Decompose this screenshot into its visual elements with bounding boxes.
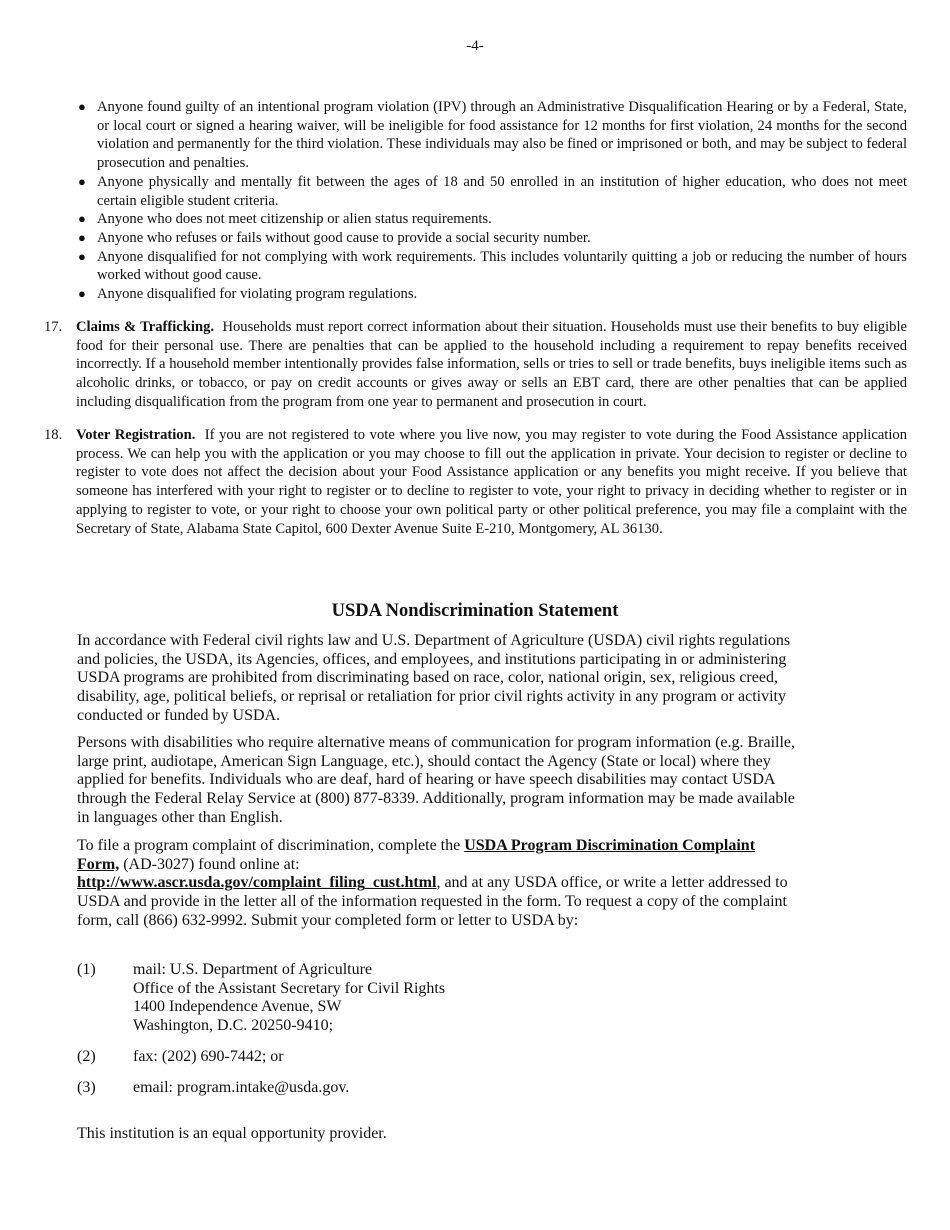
section-heading: Claims & Trafficking. (76, 319, 215, 335)
list-item: ● Anyone who refuses or fails without good cause to provide a social security number. (78, 229, 591, 246)
address-mail: (1) mail: U.S. Department of Agriculture Office of the Assistant Secretary for Civil Rights 1400 Independence Avenue, SW Washington, D.C. 20250-9410; (77, 961, 446, 1035)
list-item: ● Anyone found guilty of an intentional program violation (IPV) through an Administrative Disqualification Hearing or by a Federal, State, or local court or signed a hearing waiver, will be ineligible for food assistance for 12 months for first violation, 24 months for the second violation and permanently for the third violation. These individuals may also be fined or imprisoned or both, and may be subject to federal prosecution and penalties. (78, 99, 907, 172)
list-item: ● Anyone disqualified for violating program regulations. (78, 286, 418, 303)
section-number: 18. (44, 427, 63, 443)
complaint-url-link[interactable]: http://www.ascr.usda.gov/complaint_filing_cust.html (77, 874, 437, 892)
address-fax: (2) fax: (202) 690-7442; or (77, 1048, 284, 1065)
bullet-icon: ● (78, 173, 86, 189)
section-number: 17. (44, 319, 63, 335)
section-text: Households must report correct information about their situation. Households must use their benefits to buy eligible food for their personal use. There are penalties that can be applied to the household including a requirement to repay benefits received incorrectly. If a household member intentionally provides false information, sells or tries to sell or trade benefits, buys ineligible items such as alcoholic drinks, or tobacco, or pay on credit accounts or gives away or sells an EBT card, there are other penalties that can be applied including disqualification from the program from one year to permanent and prosecution in court. (76, 319, 907, 410)
bullet-icon: ● (78, 286, 86, 302)
section-heading: Voter Registration. (76, 427, 196, 443)
section-claims-trafficking (44, 318, 907, 412)
complaint-form-link[interactable]: USDA Program Discrimination Complaint Form, (77, 837, 756, 873)
statement-title: USDA Nondiscrimination Statement (331, 601, 619, 621)
bullet-icon: ● (78, 211, 86, 227)
complaint-paragraph: To file a program complaint of discrimination, complete the USDA Program Discrimination Complaint Form, (AD-3027) found online at: http://www.ascr.usda.gov/complaint_filing_cust.html, and at any USDA office, or write a letter addressed to USDA and provide in the letter all of the information requested in the form. To request a copy of the complaint form, call (866) 632-9992. Submit your completed form or letter to USDA by: (77, 837, 788, 929)
bullet-icon: ● (78, 229, 86, 245)
page-number: -4- (466, 38, 484, 54)
section-voter-registration (44, 426, 907, 538)
address-email: (3) email: program.intake@usda.gov. (77, 1079, 350, 1096)
bullet-icon: ● (78, 99, 86, 114)
statement-paragraph: In accordance with Federal civil rights law and U.S. Department of Agriculture (USDA) civil rights regulations and policies, the USDA, its Agencies, offices, and employees, and institutions participating in or administering USDA programs are prohibited from discriminating based on race, color, national origin, sex, religious creed, disability, age, political beliefs, or reprisal or retaliation for prior civil rights activity in any program or activity conducted or funded by USDA. (77, 632, 791, 724)
list-item: ● Anyone disqualified for not complying with work requirements. This includes voluntarily quitting a job or reducing the number of hours worked without good cause. (78, 248, 907, 284)
equal-opportunity-statement: This institution is an equal opportunity provider. (77, 1125, 387, 1142)
list-item: ● Anyone physically and mentally fit between the ages of 18 and 50 enrolled in an institution of higher education, who does not meet certain eligible student criteria. (78, 173, 907, 209)
ineligibility-list (75, 98, 907, 304)
list-item: ● Anyone who does not meet citizenship or alien status requirements. (78, 211, 492, 228)
bullet-icon: ● (78, 248, 86, 264)
section-text: If you are not registered to vote where you live now, you may register to vote during the Food Assistance application process. We can help you with the application or you may choose to fill out the application in private. Your decision to register or decline to register to vote does not affect the decision about your Food Assistance application or any benefits you might receive. If you believe that someone has interfered with your right to register or to decline to register to vote, your right to privacy in deciding whether to register or in applying to register to vote, or your right to choose your own political party or other political preference, you may file a complaint with the Secretary of State, Alabama State Capitol, 600 Dexter Avenue Suite E-210, Montgomery, AL 36130. (76, 427, 908, 537)
email-link[interactable]: email: program.intake@usda.gov. (133, 1079, 350, 1096)
statement-paragraph: Persons with disabilities who require alternative means of communication for program information (e.g. Braille, large print, audiotape, American Sign Language, etc.), should contact the Agency (State or local) where they applied for benefits. Individuals who are deaf, hard of hearing or have speech disabilities may contact USDA through the Federal Relay Service at (800) 877-8339. Additionally, program information may be made available in languages other than English. (77, 734, 796, 826)
